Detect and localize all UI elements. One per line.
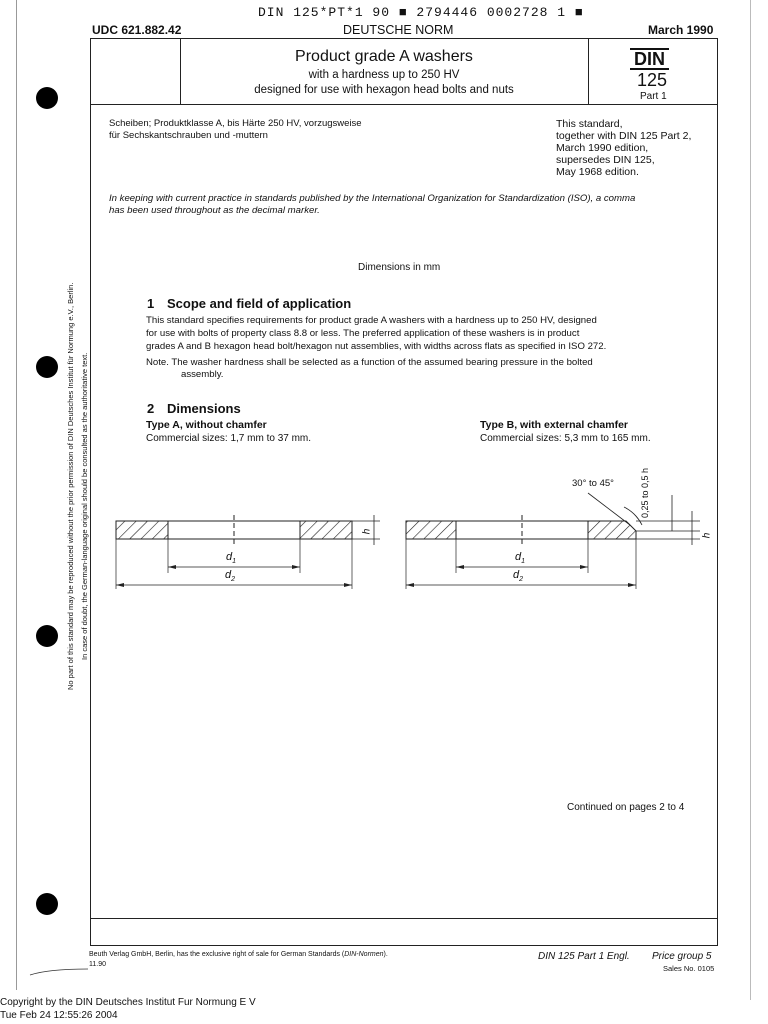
issue-date: March 1990 bbox=[648, 23, 714, 37]
type-b-d1-label: $d_1$ bbox=[515, 551, 526, 566]
section-1-body-3: grades A and B hexagon head bolt/hexagon nut assemblies, with widths across flats as specified in ISO 272. bbox=[146, 341, 607, 352]
din-number: 125 bbox=[637, 70, 668, 90]
iso-note-1: In keeping with current practice in standards published by the International Organization for Standardization (ISO), a comma bbox=[109, 193, 636, 204]
type-b-sizes: Commercial sizes: 5,3 mm to 165 mm. bbox=[480, 433, 651, 444]
section-2-number: 2 bbox=[147, 401, 155, 416]
type-b-title: Type B, with external chamfer bbox=[480, 419, 629, 431]
title-line-2: with a hardness up to 250 HV bbox=[308, 69, 460, 81]
udc-number: UDC 621.882.42 bbox=[92, 23, 182, 37]
washer-drawings bbox=[100, 455, 713, 595]
punch-hole bbox=[36, 625, 58, 647]
type-a-d2-label: $d_2$ bbox=[225, 569, 236, 584]
supersedes-4: supersedes DIN 125, bbox=[556, 154, 655, 166]
type-b-h-label: h bbox=[701, 532, 713, 539]
footer-ref: DIN 125 Part 1 Engl. bbox=[538, 951, 630, 962]
german-title-1: Scheiben; Produktklasse A, bis Härte 250 HV, vorzugsweise bbox=[109, 118, 362, 129]
din-part: Part 1 bbox=[640, 91, 667, 102]
supersedes-2: together with DIN 125 Part 2, bbox=[556, 130, 692, 142]
barcode-line: DIN 125*PT*1 90 ■ 2794446 0002728 1 ■ bbox=[258, 5, 584, 20]
type-a-title: Type A, without chamfer bbox=[146, 419, 267, 431]
section-1-note-1: Note. The washer hardness shall be selected as a function of the assumed bearing pressure in the bolted bbox=[146, 357, 593, 368]
footer-rule bbox=[28, 965, 90, 977]
right-margin-line bbox=[750, 0, 751, 1000]
price-group: Price group 5 bbox=[652, 951, 712, 962]
copyright-line: Copyright by the DIN Deutsches Institut Fur Normung E V bbox=[0, 997, 256, 1008]
binding-line bbox=[16, 0, 17, 990]
section-1-title: Scope and field of application bbox=[167, 296, 352, 311]
title-line-3: designed for use with hexagon head bolts and nuts bbox=[254, 84, 514, 96]
dimensions-note: Dimensions in mm bbox=[358, 262, 441, 273]
section-1-note-2: assembly. bbox=[181, 369, 224, 380]
org-name: DEUTSCHE NORM bbox=[343, 23, 454, 37]
document-title: Product grade A washers bbox=[295, 48, 473, 65]
punch-hole bbox=[36, 893, 58, 915]
side-notice bbox=[66, 270, 89, 690]
publisher-note: Beuth Verlag GmbH, Berlin, has the exclusive right of sale for German Standards (DIN-Normen). bbox=[89, 951, 388, 958]
type-a-h-label: h bbox=[361, 528, 373, 535]
print-code: 11.90 bbox=[89, 961, 106, 968]
section-1-body-2: for use with bolts of property class 8.8 or less. The preferred application of these washers is in product bbox=[146, 328, 580, 339]
supersedes-3: March 1990 edition, bbox=[556, 142, 649, 154]
section-1-number: 1 bbox=[147, 296, 155, 311]
din-logo: DIN bbox=[630, 48, 669, 70]
title-box-right bbox=[588, 38, 589, 104]
timestamp-line: Tue Feb 24 12:55:26 2004 bbox=[0, 1010, 118, 1021]
type-a-drawing bbox=[116, 515, 380, 589]
title-divider bbox=[90, 104, 718, 105]
continued-note: Continued on pages 2 to 4 bbox=[567, 802, 685, 813]
type-b-drawing bbox=[406, 493, 700, 589]
footer-divider bbox=[90, 918, 718, 919]
supersedes-5: May 1968 edition. bbox=[556, 166, 639, 178]
punch-hole bbox=[36, 87, 58, 109]
chamfer-size-label: 0,25 to 0,5 h bbox=[640, 467, 650, 518]
side-notice-2: In case of doubt, the German-language original should be consulted as the authoritative text. bbox=[80, 352, 89, 660]
section-2-title: Dimensions bbox=[167, 401, 241, 416]
type-b-d2-label: $d_2$ bbox=[513, 569, 524, 584]
german-title-2: für Sechskantschrauben und -muttern bbox=[109, 130, 268, 141]
side-notice-1: No part of this standard may be reproduced without the prior permission of DIN Deutsches Institut für Normung e.V., Berlin. bbox=[66, 282, 75, 690]
punch-hole bbox=[36, 356, 58, 378]
type-a-d1-label: $d_1$ bbox=[226, 551, 237, 566]
iso-note-2: has been used throughout as the decimal marker. bbox=[109, 205, 320, 216]
type-a-sizes: Commercial sizes: 1,7 mm to 37 mm. bbox=[146, 433, 312, 444]
chamfer-angle-label: 30° to 45° bbox=[572, 478, 614, 489]
section-1-body-1: This standard specifies requirements for product grade A washers with a hardness up to 250 HV, designed bbox=[146, 315, 597, 326]
sales-number: Sales No. 0105 bbox=[663, 964, 715, 973]
supersedes-1: This standard, bbox=[556, 118, 623, 130]
